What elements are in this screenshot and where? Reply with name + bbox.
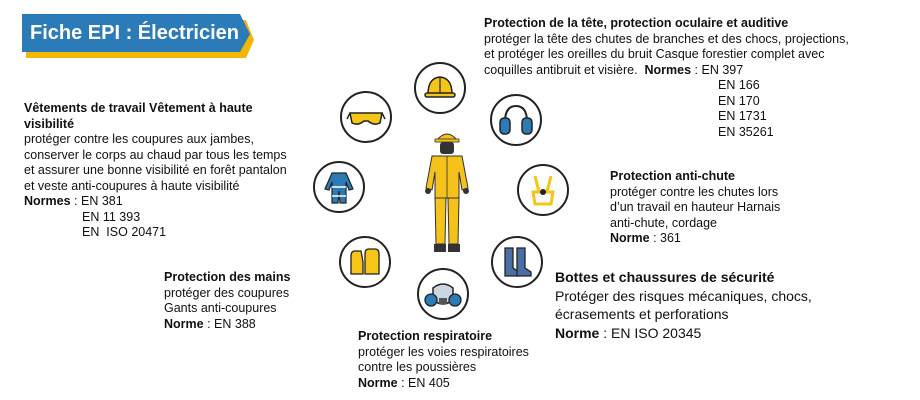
- vetements-line: protéger contre les coupures aux jambes,: [24, 132, 254, 146]
- title-banner: [22, 14, 254, 56]
- norme-value: EN 11 393: [82, 209, 141, 224]
- page-title: Fiche EPI : Électricien: [30, 22, 239, 44]
- helmet-circle: [414, 62, 466, 114]
- norme-value: EN 170: [718, 93, 760, 108]
- tete-line: coquilles antibruit et visière.: [484, 62, 638, 77]
- norme-value: EN ISO 20471: [82, 225, 167, 239]
- section-chute: [610, 169, 830, 247]
- chute-line: protéger contre les chutes lors: [610, 184, 779, 199]
- mains-line: Gants anti-coupures: [164, 301, 277, 315]
- respirator-mask-icon: [419, 270, 467, 318]
- norme-value: : EN ISO 20345: [603, 324, 702, 341]
- gloves-icon: [341, 238, 389, 286]
- chute-heading: Protection anti-chute: [610, 169, 736, 183]
- mains-heading: Protection des mains: [164, 270, 291, 284]
- norme-label: Norme: [164, 316, 204, 331]
- norme-value: : EN 405: [401, 375, 450, 390]
- harness-icon: [519, 166, 567, 214]
- section-tete: [484, 16, 904, 140]
- chute-line: anti-chute, cordage: [610, 215, 718, 230]
- earmuffs-icon: [492, 96, 540, 144]
- norme-value: EN 1731: [718, 109, 767, 123]
- worker-figure: [412, 128, 482, 256]
- earmuffs-circle: [490, 94, 542, 146]
- gloves-circle: [339, 236, 391, 288]
- vetements-normes: [24, 194, 324, 210]
- vetements-heading: Vêtements de travail Vêtement à haute: [24, 101, 253, 115]
- section-vetements: [24, 101, 324, 241]
- norme-value: : 361: [653, 231, 681, 245]
- norme-value: : EN 388: [207, 316, 256, 331]
- norme-value: EN 166: [718, 78, 760, 92]
- bottes-line: Protéger des risques mécaniques, chocs,: [555, 287, 812, 304]
- respirator-circle: [417, 268, 469, 320]
- section-bottes: [555, 268, 855, 342]
- vetements-heading-2: visibilité: [24, 116, 75, 131]
- bottes-heading: Bottes et chaussures de sécurité: [555, 269, 775, 285]
- chute-line: d’un travail en hauteur Harnais: [610, 200, 781, 214]
- mains-line: protéger des coupures: [164, 285, 290, 300]
- norme-label: Norme: [610, 231, 650, 245]
- boots-circle: [491, 236, 543, 288]
- workwear-circle: [313, 161, 365, 213]
- normes-label: Normes: [644, 62, 692, 77]
- vetements-line: et veste anti-coupures à haute visibilité: [24, 178, 240, 193]
- safety-glasses-icon: [342, 93, 390, 141]
- safety-boots-icon: [493, 238, 541, 286]
- tete-heading: Protection de la tête, protection oculaire et auditive: [484, 16, 789, 30]
- workwear-suit-icon: [315, 163, 363, 211]
- helmet-icon: [416, 64, 464, 112]
- norme-value: : EN 381: [74, 194, 123, 208]
- norme-value: : EN 397: [694, 62, 744, 77]
- glasses-circle: [340, 91, 392, 143]
- norme-label: Norme: [555, 324, 600, 341]
- vetements-line: conserver le corps au chaud par tous les temps: [24, 147, 287, 162]
- normes-label: Normes: [24, 194, 71, 208]
- respiratoire-line: protéger les voies respiratoires: [358, 344, 529, 359]
- bottes-line: écrasements et perforations: [555, 306, 729, 322]
- section-respiratoire: [358, 329, 578, 391]
- vetements-line: et assurer une bonne visibilité en forêt pantalon: [24, 163, 287, 177]
- tete-line: et protéger les oreilles du bruit Casque forestier complet avec: [484, 47, 825, 61]
- norme-label: Norme: [358, 375, 398, 390]
- norme-value: EN 35261: [718, 124, 774, 139]
- respiratoire-line: contre les poussières: [358, 360, 477, 374]
- respiratoire-heading: Protection respiratoire: [358, 329, 493, 343]
- harness-circle: [517, 164, 569, 216]
- section-mains: [164, 270, 354, 332]
- tete-line: protéger la tête des chutes de branches et des chocs, projections,: [484, 31, 849, 46]
